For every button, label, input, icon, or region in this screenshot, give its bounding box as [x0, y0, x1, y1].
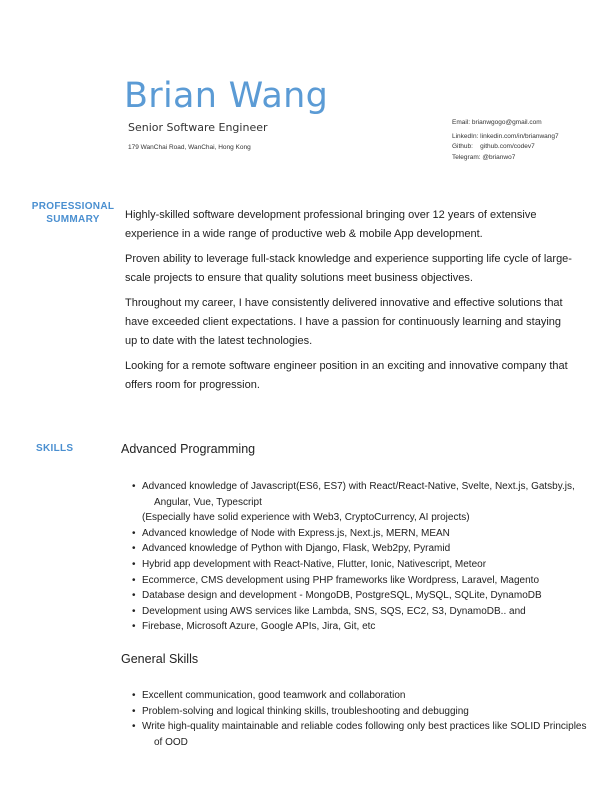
- list-item: [142, 719, 607, 750]
- list-item: • Hybrid app development with React-Native, Flutter, Ionic, Nativescript, Meteor: [142, 557, 607, 573]
- job-title: Senior Software Engineer: [128, 121, 268, 134]
- list-item-note: (Especially have solid experience with Web3, CryptoCurrency, AI projects): [142, 512, 470, 524]
- item-text: Write high-quality maintainable and reliable codes following only best practices like SOLID Principles: [142, 721, 587, 733]
- linkedin[interactable]: LinkedIn: linkedin.com/in/brianwang7: [452, 133, 559, 140]
- advanced-programming-heading: Advanced Programming: [121, 442, 256, 456]
- summary-paragraph: Looking for a remote software engineer position in an exciting and innovative company that offers room for progression.: [125, 360, 568, 391]
- candidate-name: Brian Wang: [124, 76, 329, 116]
- summary-paragraph: Proven ability to leverage full-stack knowledge and experience supporting life cycle of large-scale projects to ensure that quality solutions meet business objectives.: [125, 253, 572, 284]
- label-line: SUMMARY: [46, 214, 100, 225]
- summary-paragraph: Highly-skilled software development professional bringing over 12 years of extensive experience in a wide range of productive web & mobile App development.: [125, 209, 537, 240]
- list-item: • Database design and development - MongoDB, PostgreSQL, MySQL, SQLite, DynamoDB: [142, 588, 607, 604]
- label-line: PROFESSIONAL: [31, 201, 115, 212]
- advanced-skills-list: [128, 479, 607, 635]
- list-item: • Ecommerce, CMS development using PHP frameworks like Wordpress, Laravel, Magento: [142, 573, 607, 589]
- email[interactable]: Email: brianwgogo@gmail.com: [452, 119, 542, 126]
- list-item: • Firebase, Microsoft Azure, Google APIs, Jira, Git, etc: [142, 619, 607, 635]
- list-item: • Development using AWS services like Lambda, SNS, SQS, EC2, S3, DynamoDB.. and: [142, 604, 607, 620]
- address: 179 WanChai Road, WanChai, Hong Kong: [128, 144, 251, 151]
- item-text-cont: of OOD: [154, 736, 188, 748]
- telegram[interactable]: Telegram: @brianwo7: [452, 154, 516, 161]
- item-text: Advanced knowledge of Javascript(ES6, ES7) with React/React-Native, Svelte, Next.js, Gatsby.js,: [142, 481, 575, 492]
- summary-body: [125, 206, 575, 401]
- general-skills-heading: General Skills: [121, 652, 199, 666]
- section-label-summary: [28, 200, 118, 226]
- list-item: • Advanced knowledge of Python with Django, Flask, Web2py, Pyramid: [142, 541, 607, 557]
- general-skills-list: [128, 688, 607, 750]
- list-item: • Problem-solving and logical thinking skills, troubleshooting and debugging: [142, 704, 607, 720]
- list-item: [142, 479, 607, 510]
- section-label-skills: SKILLS: [36, 443, 74, 454]
- list-item: • Excellent communication, good teamwork and collaboration: [142, 688, 607, 704]
- summary-paragraph: Throughout my career, I have consistently delivered innovative and effective solutions that have exceeded client expectations. I have a passion for continuously learning and staying up to date with the latest technologies.: [125, 297, 563, 347]
- github[interactable]: Github: github.com/codev7: [452, 143, 535, 150]
- item-text-cont: Angular, Vue, Typescript: [154, 496, 262, 508]
- list-item: • Advanced knowledge of Node with Express.js, Next.js, MERN, MEAN: [142, 526, 607, 542]
